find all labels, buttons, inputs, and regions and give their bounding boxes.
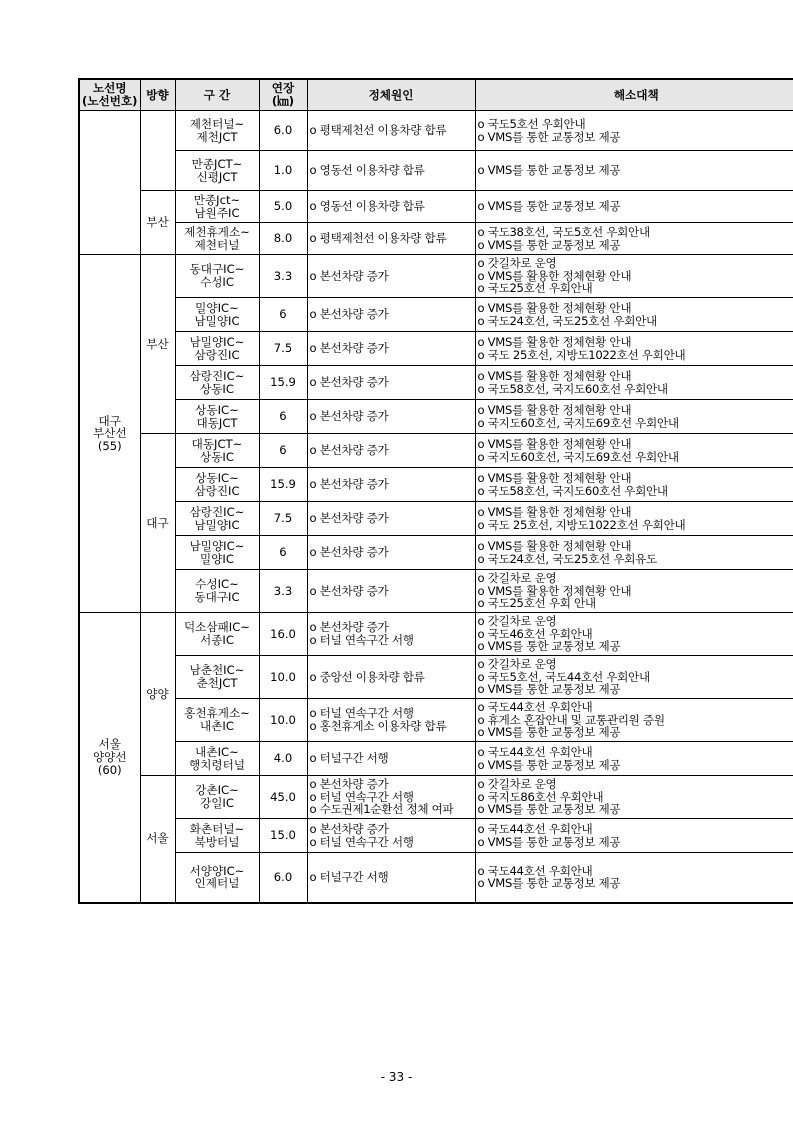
congestion-table [78,78,793,904]
section-cell: 만종Jct~ 남원주IC [175,191,259,223]
table-row [79,536,793,570]
section-cell: 홍천휴게소~ 내촌IC [175,699,259,742]
cause-cell: o 본선차량 증가 [307,366,475,400]
cause-cell: o 본선차량 증가 o 터널 연속구간 서행 [307,613,475,656]
cause-cell: o 본선차량 증가 [307,400,475,434]
direction-cell: 부산 [140,255,175,434]
measure-cell: o 국도44호선 우회안내 o VMS를 통한 교통정보 제공 [475,853,793,903]
length-cell: 45.0 [259,776,307,819]
length-cell: 3.3 [259,570,307,613]
cause-cell: o 본선차량 증가 [307,255,475,298]
table-row [79,151,793,191]
section-cell: 서양양IC~ 인제터널 [175,853,259,903]
table-row [79,468,793,502]
length-cell: 6.0 [259,853,307,903]
cause-cell: o 터널구간 서행 [307,853,475,903]
header-section: 구 간 [175,79,259,111]
direction-cell: 서울 [140,776,175,903]
measure-cell: o 갓길차로 운영 o 국지도86호선 우회안내 o VMS를 통한 교통정보 제공 [475,776,793,819]
section-cell: 대동JCT~ 상동IC [175,434,259,468]
direction-cell: 부산 [140,191,175,255]
length-cell: 6 [259,434,307,468]
section-cell: 강촌IC~ 강일IC [175,776,259,819]
length-cell: 3.3 [259,255,307,298]
header-cause: 정체원인 [307,79,475,111]
section-cell: 수성IC~ 동대구IC [175,570,259,613]
cause-cell: o 본선차량 증가 [307,536,475,570]
header-measure: 해소대책 [475,79,793,111]
table-row [79,819,793,853]
measure-cell: o 국도44호선 우회안내 o 휴게소 혼잡안내 및 교통관리원 증원 o VMS를 통한 교통정보 제공 [475,699,793,742]
header-direction: 방향 [140,79,175,111]
table-row [79,776,793,819]
direction-cell: 양양 [140,613,175,776]
section-cell: 화촌터널~ 북방터널 [175,819,259,853]
table-row [79,191,793,223]
table-row [79,111,793,151]
section-cell: 남춘천IC~ 춘천JCT [175,656,259,699]
table-row [79,699,793,742]
table-row [79,656,793,699]
cause-cell: o 본선차량 증가 [307,570,475,613]
page-number: - 33 - [380,1070,413,1084]
section-cell: 덕소삼패IC~ 서종IC [175,613,259,656]
table-row [79,223,793,255]
measure-cell: o 국도44호선 우회안내 o VMS를 통한 교통정보 제공 [475,742,793,776]
measure-cell: o 갓길차로 운영 o VMS를 활용한 정체현황 안내 o 국도25호선 우회안내 [475,255,793,298]
cause-cell: o 본선차량 증가 [307,298,475,332]
length-cell: 6 [259,298,307,332]
measure-cell: o 국도5호선 우회안내 o VMS를 통한 교통정보 제공 [475,111,793,151]
section-cell: 동대구IC~ 수성IC [175,255,259,298]
direction-cell: 대구 [140,434,175,613]
length-cell: 5.0 [259,191,307,223]
measure-cell: o VMS를 활용한 정체현황 안내 o 국도 25호선, 지방도1022호선 우회안내 [475,332,793,366]
length-cell: 15.9 [259,468,307,502]
header-row [79,79,793,111]
route-cell: 서울 양양선 (60) [79,613,140,903]
cause-cell: o 본선차량 증가 [307,434,475,468]
cause-cell: o 본선차량 증가 o 터널 연속구간 서행 [307,819,475,853]
cause-cell: o 터널구간 서행 [307,742,475,776]
section-cell: 남밀양IC~ 밀양IC [175,536,259,570]
section-cell: 만종JCT~ 신평JCT [175,151,259,191]
length-cell: 6 [259,400,307,434]
table-row [79,570,793,613]
table-row [79,366,793,400]
table-row [79,613,793,656]
table-row [79,400,793,434]
length-cell: 16.0 [259,613,307,656]
header-length: 연장 (㎞) [259,79,307,111]
length-cell: 7.5 [259,332,307,366]
measure-cell: o VMS를 활용한 정체현황 안내 o 국도58호선, 국지도60호선 우회안내 [475,366,793,400]
route-cell [79,111,140,255]
length-cell: 1.0 [259,151,307,191]
section-cell: 상동IC~ 삼랑진IC [175,468,259,502]
table-row [79,298,793,332]
measure-cell: o VMS를 활용한 정체현황 안내 o 국도24호선, 국도25호선 우회안내 [475,298,793,332]
cause-cell: o 영동선 이용차량 합류 [307,191,475,223]
measure-cell: o VMS를 활용한 정체현황 안내 o 국도24호선, 국도25호선 우회유도 [475,536,793,570]
table-row [79,853,793,903]
length-cell: 8.0 [259,223,307,255]
cause-cell: o 본선차량 증가 [307,502,475,536]
length-cell: 10.0 [259,699,307,742]
length-cell: 15.9 [259,366,307,400]
measure-cell: o 갓길차로 운영 o 국도46호선 우회안내 o VMS를 통한 교통정보 제공 [475,613,793,656]
cause-cell: o 터널 연속구간 서행 o 홍천휴게소 이용차량 합류 [307,699,475,742]
section-cell: 제천휴게소~ 제천터널 [175,223,259,255]
length-cell: 15.0 [259,819,307,853]
section-cell: 밀양IC~ 남밀양IC [175,298,259,332]
cause-cell: o 본선차량 증가 [307,468,475,502]
length-cell: 10.0 [259,656,307,699]
measure-cell: o VMS를 활용한 정체현황 안내 o 국지도60호선, 국지도69호선 우회안내 [475,434,793,468]
measure-cell: o VMS를 활용한 정체현황 안내 o 국도 25호선, 지방도1022호선 우회안내 [475,502,793,536]
measure-cell: o 갓길차로 운영 o VMS를 활용한 정체현황 안내 o 국도25호선 우회 안내 [475,570,793,613]
cause-cell: o 본선차량 증가 o 터널 연속구간 서행 o 수도권제1순환선 정체 여파 [307,776,475,819]
table-body [79,111,793,903]
header-route: 노선명 (노선번호) [79,79,140,111]
table-row [79,255,793,298]
section-cell: 삼랑진IC~ 남밀양IC [175,502,259,536]
measure-cell: o 국도44호선 우회안내 o VMS를 통한 교통정보 제공 [475,819,793,853]
length-cell: 6 [259,536,307,570]
cause-cell: o 영동선 이용차량 합류 [307,151,475,191]
measure-cell: o 국도38호선, 국도5호선 우회안내 o VMS를 통한 교통정보 제공 [475,223,793,255]
section-cell: 삼랑진IC~ 상동IC [175,366,259,400]
cause-cell: o 평택제천선 이용차량 합류 [307,111,475,151]
cause-cell: o 본선차량 증가 [307,332,475,366]
measure-cell: o VMS를 통한 교통정보 제공 [475,191,793,223]
measure-cell: o 갓길차로 운영 o 국도5호선, 국도44호선 우회안내 o VMS를 통한 교통정보 제공 [475,656,793,699]
length-cell: 7.5 [259,502,307,536]
section-cell: 내촌IC~ 행치령터널 [175,742,259,776]
cause-cell: o 평택제천선 이용차량 합류 [307,223,475,255]
route-cell: 대구 부산선 (55) [79,255,140,613]
table-row [79,502,793,536]
length-cell: 6.0 [259,111,307,151]
table-row [79,434,793,468]
cause-cell: o 중앙선 이용차량 합류 [307,656,475,699]
measure-cell: o VMS를 통한 교통정보 제공 [475,151,793,191]
length-cell: 4.0 [259,742,307,776]
section-cell: 남밀양IC~ 삼랑진IC [175,332,259,366]
table-row [79,742,793,776]
measure-cell: o VMS를 활용한 정체현황 안내 o 국지도60호선, 국지도69호선 우회안내 [475,400,793,434]
table-row [79,332,793,366]
section-cell: 제천터널~ 제천JCT [175,111,259,151]
section-cell: 상동IC~ 대동JCT [175,400,259,434]
measure-cell: o VMS를 활용한 정체현황 안내 o 국도58호선, 국지도60호선 우회안내 [475,468,793,502]
direction-cell [140,111,175,191]
